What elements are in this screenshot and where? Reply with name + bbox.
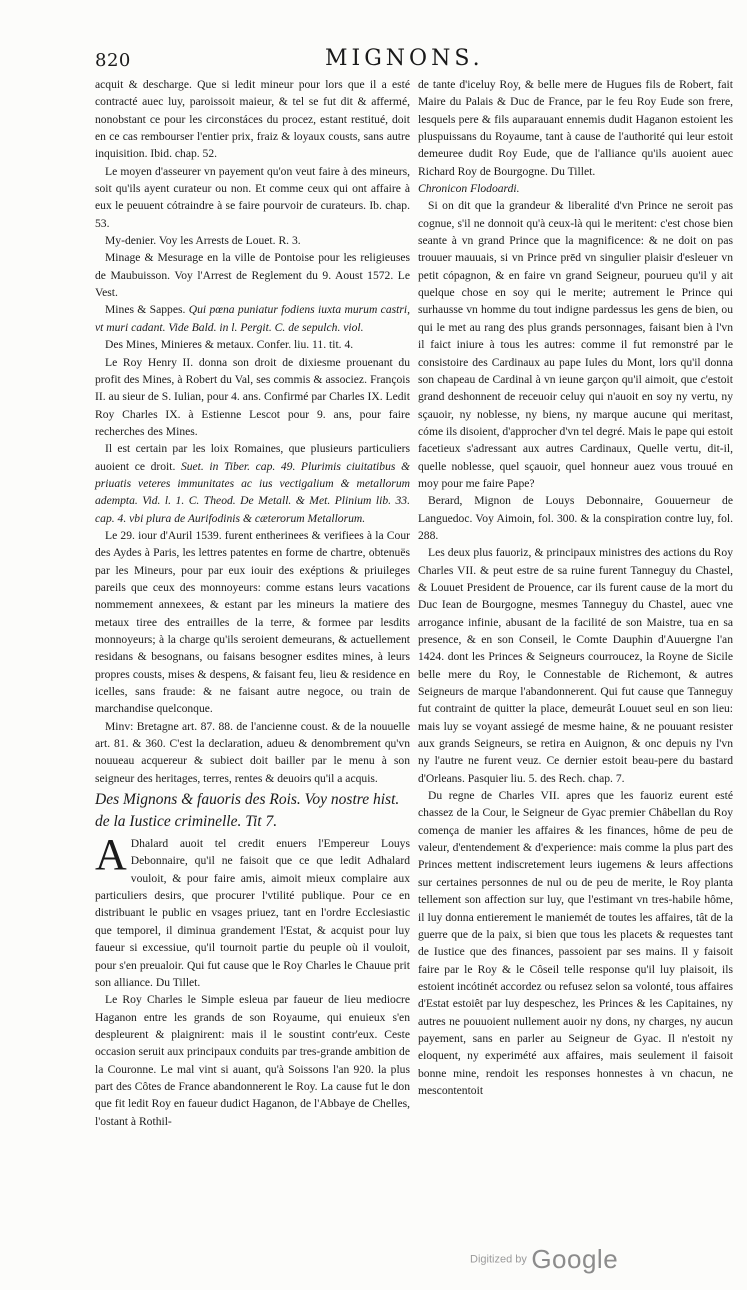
paragraph: Le Roy Henry II. donna son droit de dixiesme prouenant du profit des Mines, à Robert du Val, ses commis & associez. François II. au sieur de S. Iulian, pour 4. ans. Confirmé par Charles IX. Ledit Roy Charles IX. à Estienne Lescot pour 9. ans, pour faire recherches des Mines. <box>95 355 410 438</box>
paragraph: Si on dit que la grandeur & liberalité d'vn Prince ne seroit pas cognue, s'il ne donnoit qu'à ceux-là qui le meritent: c'est chose bien seante à vn grand Prince que la magnificence: & ne doit on pas trouuer mauuais, si vn Prince prēd vn singulier plaisir d'esleuer vn petit cópagnon, & en faire vn grand Seigneur, pourueu qu'il y ait quelque chose en soy qui le merite; autrement le Prince qui surhausse vn homme du tout indigne pardessus les gens de bien, ou qui le met au rang des plus grands personnages, faisant bien à l'vn il faict iniure à tous les autres: comme il fut remonstré par le consistoire des Cardinaux au pape Iules du Mont, lors qu'il donna son chapeau de Cardinal à vn ieune garçon qu'il aimoit, que c'estoit grand deshonnent de receuoir celuy qui n'auoit en soy ny vertu, ny sçauoir, ny noblesse, ny biens, ny marque aucune qui meritast, cóme ils disoient, d'approcher d'vn tel degré. Mais le pape qui estoit facetieux s'adressant aux autres Cardinaux, Quelle vertu, dit-il, quelle noblesse, quel sçauoir, quel honneur auez vous trouué en moy pour me faire Pape? <box>418 199 733 490</box>
running-title: MIGNONS. <box>325 46 484 71</box>
page-number: 820 <box>95 50 131 71</box>
paragraph: Des Mines, Minieres & metaux. Confer. liu. 11. tit. 4. <box>105 338 354 352</box>
paragraph: Le moyen d'asseurer vn payement qu'on veut faire à des mineurs, soit qu'ils ayent curateur ou non. Et comme ceux qui ont affaire à eux le peuuent cótraindre à se faire pourvoir de curateurs. Ib. chap. 53. <box>95 164 410 230</box>
latin-citation: Qui pœna puniatur fodiens iuxta murum castri, vt muri cadant. Vide Bald. in l. Pergit. C. de sepulch. viol. <box>95 303 410 334</box>
paragraph: Minv: Bretagne art. 87. 88. de l'ancienne coust. & de la nouuelle art. 81. & 360. C'est la declaration, adueu & denombrement qu'vn nouueau acquereur & subiect doit bailler par le menu à son seigneur des heritages, terres, rentes & deuoirs qu'il a acquis. <box>95 719 410 785</box>
right-column <box>418 76 733 1099</box>
paragraph <box>95 830 410 991</box>
paragraph <box>95 301 410 336</box>
watermark-prefix: Digitized by <box>470 1253 527 1266</box>
paragraph: Le 29. iour d'Auril 1539. furent entherinees & verifiees à la Cour des Aydes à Paris, les lettres patentes en forme de chartre, obtenuës par les Mineurs, pour par eux iouir des exéptions & priuileges pareils que ceux des monnoyeurs: comme estans leurs vacations nommement annexees, & estant par les mineurs la matiere des metaux tiree des entrailles de la terre, & formee par lesdits monnoyeurs; à la charge qu'ils seroient demeurans, & actuellement residans & besognans, ou faisans besogner esdites mines, à leurs propres cousts, mises & despens, & faisant feu, lieu & residence en icelles, sans fraude: & ne faisant autre negoce, ou train de marchandise quelconque. <box>95 528 410 716</box>
paragraph: Minage & Mesurage en la ville de Pontoise pour les religieuses de Maubuisson. Voy l'Arrest de Reglement du 9. Aoust 1572. Le Vest. <box>95 251 410 300</box>
page-header <box>95 42 725 70</box>
entry-term: Mines & Sappes. <box>105 303 189 317</box>
section-heading: Des Mignons & fauoris des Rois. Voy nostre hist. de la Iustice criminelle. Tit 7. <box>95 791 400 831</box>
paragraph-text: Dhalard auoit tel credit enuers l'Empereur Louys Debonnaire, qu'il ne faisoit que ce que ledit Adhalard vouloit, & pour faire amis, aimoit mieux complaire aux particuliers desirs, que procurer l'vtilité publique. Pour ce en distribuant le public en vsages priuez, tant en l'ordre Ecclesiastic que temporel, il diminua grandement l'Estat, & acquist pour luy faueur si excessiue, qu'il tournoit partie du peuple où il vouloit, pour s'en preualoir. Qui fut cause que le Roy Charles le Chauue prit son alliance. Du Tillet. <box>95 837 410 989</box>
paragraph: acquit & descharge. Que si ledit mineur pour lors que il a esté contracté auec luy, paroissoit maieur, & tel se fut dit & affermé, nonobstant ce pour les circonstáces du procez, estant restitué, doit en ce cas rembourser l'entier prix, fraiz & loyaux cousts, sans autre inquisition. Ibid. chap. 52. <box>95 78 410 161</box>
paragraph: Berard, Mignon de Louys Debonnaire, Gouuerneur de Languedoc. Voy Aimoin, fol. 300. & la conspiration contre luy, fol. 288. <box>418 494 733 542</box>
citation: Chronicon Flodoardi. <box>418 182 520 196</box>
latin-citation: Suet. in Tiber. cap. 49. Plurimis ciuitatibus & priuatis veteres immunitates ac ius vectigalium & metallorum adempta. Vid. l. 1. C. Theod. De Metall. & Met. Plinium lib. 33. cap. 4. vbi plura de Aurifodinis & cæterorum Metallorum. <box>95 459 410 525</box>
google-logo: Google <box>531 1244 619 1274</box>
paragraph-text: Il est certain par les loix Romaines, que plusieurs particuliers auoient ce droit. <box>95 442 410 473</box>
paragraph: de tante d'iceluy Roy, & belle mere de Hugues fils de Robert, fait Maire du Palais & Duc de France, par le feu Roy Eude son frere, lesquels pere & fils auparauant ennemis dudit Haganon estoient les pluspuissans du Royaume, tant à cause de l'authorité qui leur estoit demeuree dudit Roy Eude, que de l'alliance qu'ils auoient auec Richard Roy de Bourgogne. Du Tillet. <box>418 78 733 178</box>
paragraph: Les deux plus fauoriz, & principaux ministres des actions du Roy Charles VII. & peut estre de sa ruine furent Tanneguy du Chastel, & Louuet President de Prouence, car ils furent cause de la mort du Duc Iean de Bourgogne, mesmes Tanneguy du Chastel, auec vne arrogance infinie, abusant de la facilité de son Maistre, tua en sa presence, & en son Conseil, le Comte Dauphin d'Auuergne l'an 1424. dont les Princes & Seigneurs courroucez, la Royne de Sicile belle mere du Roy, le Connestable de Richemont, & autres Seigneurs de marque l'abandonnerent. Qui fut cause que Tanneguy fut contraint de quitter la place, demeurât Louuet seul en son lieu: mais luy se voyant assiegé de mesme haine, & ne pouuant resister aux grands Seigneurs, se retira en Auignon, & onc depuis ny l'vn ny l'autre ne furent veuz. Ce dernier estoit beau-pere du bastard d'Orleans. Pasquier liu. 5. des Rech. chap. 7. <box>418 546 733 785</box>
drop-cap: A <box>95 830 127 880</box>
paragraph: Le Roy Charles le Simple esleua par faueur de lieu mediocre Haganon entre les grands de son Royaume, qui enuieux s'en despleurent & plaignirent: mais il le soustint contr'eux. Ceste occasion seruit aux principaux conduits par tres-grande ambition de la Couronne. Le mal vint si auant, qu'à Soissons l'an 920. la plus part des Côtes de France abandonnerent le Roy. La cause fut le don que fit ledit Roy en faueur dudict Haganon, de l'Abbaye de Chelles, l'ostant à Rothil- <box>95 993 410 1128</box>
left-column <box>95 76 410 1130</box>
paragraph: My-denier. Voy les Arrests de Louet. R. 3. <box>105 234 301 248</box>
digitized-watermark <box>470 1244 618 1275</box>
paragraph <box>95 440 410 527</box>
paragraph: Du regne de Charles VII. apres que les fauoriz eurent esté chassez de la Cour, le Seigneur de Gyac premier Châbellan du Roy comença de manier les affaires & les finances, hôme de peu de valeur, d'entendement & d'experience: mais comme la plus part des Princes mettent indiscretement leurs iugemens & leurs affections sur certaines personnes de nul ou de peu de merite, le Roy planta tellement son affection sur luy, que l'estimant vn tres-habile hôme, il luy donna entierement le maniemét de toutes les affaires, tât de la guerre que de la paix, si bien que tous les placets & requestes tant de Iustice que des finances, passoient par ses mains. Il y faisoit faire par le Roy & le Côseil telle response qu'il luy plaisoit, ils estoient incótinét accordez ou refusez selon sa volonté, tous affaires d'Estat estoiêt par luy despeschez, les Princes & les Capitaines, ny autres ne pouuoient nullement auoir ny dons, ny charges, ny aucun payement, sans en parler au Seigneur de Gyac. Il n'estoit ny eloquent, ny experimété aux affaires, mais seulement il faisoit bonne mine, rendoit les responses honnestes à vn chacun, ne mescontentoit <box>418 789 733 1097</box>
